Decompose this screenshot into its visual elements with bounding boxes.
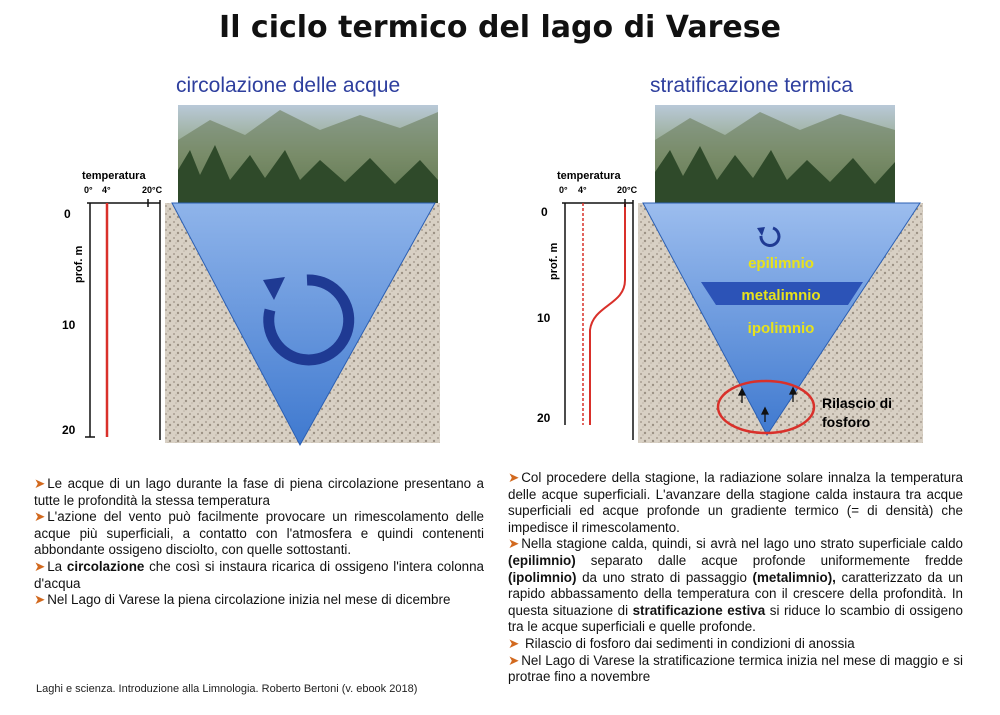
left-tick-0: 0° [84, 185, 93, 195]
triangle-right-icon: ➤ [34, 509, 46, 525]
right-depth-0: 0 [541, 205, 548, 219]
left-depth-10: 10 [62, 318, 76, 332]
triangle-right-icon: ➤ [34, 558, 46, 574]
right-text-block [508, 470, 963, 686]
right-tick-20: 20°C [617, 185, 638, 195]
right-bullet-3: ➤ Rilascio di fosforo dai sedimenti in condizioni di anossia [508, 635, 855, 651]
right-depth-10: 10 [537, 311, 551, 325]
right-depth-20: 20 [537, 411, 551, 425]
triangle-right-icon: ➤ [34, 592, 46, 608]
left-depth-label: prof. m [73, 245, 85, 283]
layer-metalimnio: metalimnio [741, 287, 821, 304]
left-depth-20: 20 [62, 423, 76, 437]
triangle-right-icon: ➤ [508, 470, 520, 485]
right-heading: stratificazione termica [650, 74, 854, 97]
left-heading: circolazione delle acque [176, 74, 401, 97]
release-label-line1: Rilascio di [822, 395, 893, 411]
left-tick-4: 4° [102, 185, 111, 195]
triangle-right-icon: ➤ [508, 536, 520, 552]
left-bullet-4: ➤ Nel Lago di Varese la piena circolazione inizia nel mese di dicembre [34, 592, 451, 608]
right-bullet-1: ➤ Col procedere della stagione, la radiazione solare innalza la temperatura delle acque superficiali. L'avanzare della stagione calda instaura tra acque superficiali ed acque profonde un gradiente termico (= di densità) che impedisce il rimescolamento. [508, 470, 963, 535]
triangle-right-icon: ➤ [34, 476, 46, 491]
footer-citation: Laghi e scienza. Introduzione alla Limnologia. Roberto Bertoni (v. ebook 2018) [36, 683, 418, 695]
left-bullet-3: ➤ La circolazione che così si instaura ricarica di ossigeno l'intera colonna d'acqua [34, 558, 484, 591]
left-bullet-2: ➤ L'azione del vento può facilmente provocare un rimescolamento delle acque più superficiali, a contatto con l'atmosfera e quindi contenenti abbondante ossigeno disciolto, con quelle sottostanti. [34, 509, 484, 558]
triangle-right-icon: ➤ [508, 635, 520, 651]
right-depth-label: prof. m [548, 242, 560, 280]
right-bullet-2: ➤ Nella stagione calda, quindi, si avrà nel lago uno strato superficiale caldo (epilimnio) separato dalle acque profonde uniformemente fredde (ipolimnio) da uno strato di passaggio (metalimnio), caratterizzato da un rapido abbassamento della temperatura con il crescere della profondità. In questa situazione di stratificazione estiva si riduce lo scambio di ossigeno tra le acque superficiali e quelle profonde. [508, 536, 963, 635]
layer-epilimnio: epilimnio [748, 255, 814, 272]
right-bullet-4: ➤ Nel Lago di Varese la stratificazione termica inizia nel mese di maggio e si protrae fino a novembre [508, 652, 963, 685]
circulation-diagram [60, 100, 450, 450]
left-temperature-label: temperatura [82, 170, 146, 182]
stratification-diagram [535, 100, 935, 450]
right-tick-4: 4° [578, 185, 587, 195]
release-label-line2: fosforo [822, 414, 871, 430]
left-bullet-1: ➤ Le acque di un lago durante la fase di piena circolazione presentano a tutte le profondità la stessa temperatura [34, 476, 484, 508]
left-depth-0: 0 [64, 207, 71, 221]
triangle-right-icon: ➤ [508, 652, 520, 668]
right-tick-0: 0° [559, 185, 568, 195]
right-temperature-label: temperatura [557, 170, 621, 182]
layer-ipolimnio: ipolimnio [747, 320, 815, 337]
page-title: Il ciclo termico del lago di Varese [219, 10, 781, 45]
left-text-block [34, 476, 484, 609]
left-tick-20: 20°C [142, 185, 163, 195]
